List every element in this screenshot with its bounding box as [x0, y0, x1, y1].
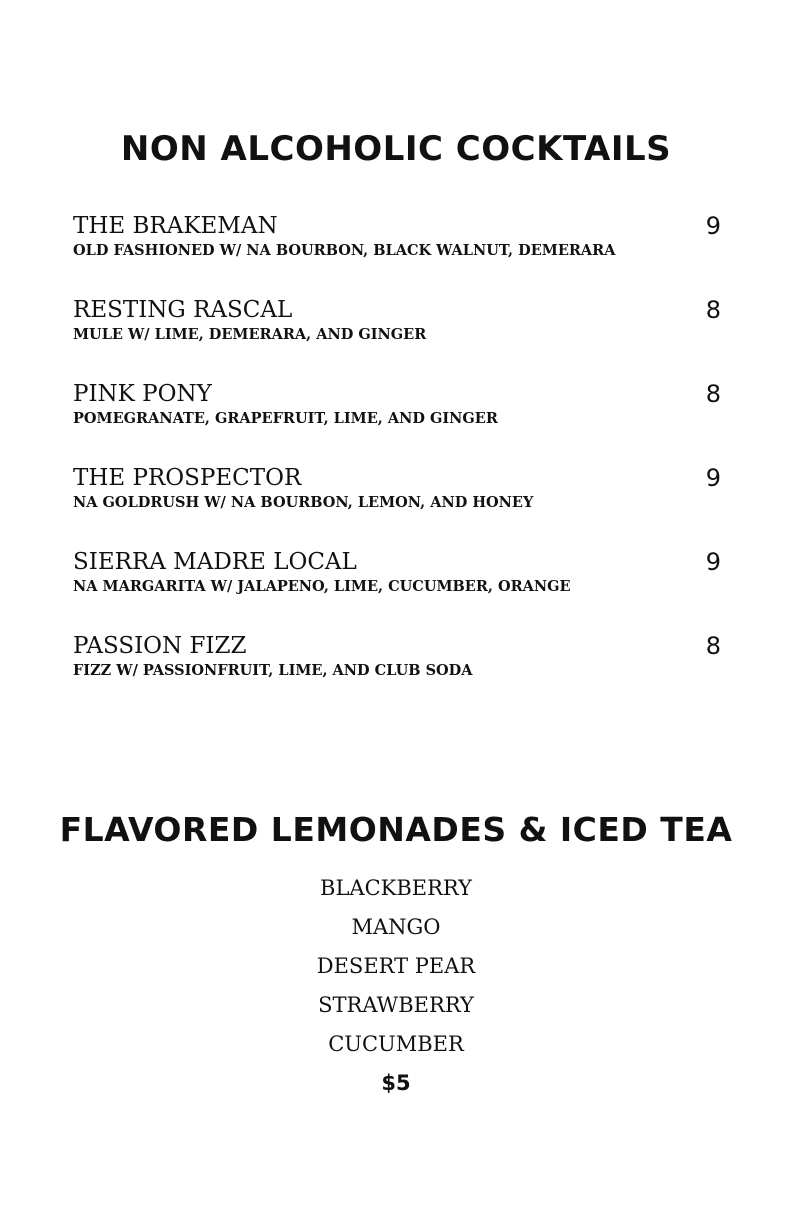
item-description: FIZZ W/ PASSIONFRUIT, LIME, AND CLUB SODA: [73, 662, 473, 679]
cocktail-list: [73, 212, 721, 716]
lemonade-price: $5: [381, 1071, 411, 1095]
menu-item: [73, 296, 721, 380]
item-description: NA MARGARITA W/ JALAPENO, LIME, CUCUMBER, ORANGE: [73, 578, 571, 595]
flavor-item: MANGO: [351, 915, 441, 939]
item-description: NA GOLDRUSH W/ NA BOURBON, LEMON, AND HONEY: [73, 494, 534, 511]
item-price: 9: [705, 212, 721, 240]
item-name: PINK PONY: [73, 381, 212, 407]
menu-item: [73, 632, 721, 716]
item-name: PASSION FIZZ: [73, 633, 247, 659]
menu-item: [73, 464, 721, 548]
item-name: THE PROSPECTOR: [73, 465, 302, 491]
item-description: POMEGRANATE, GRAPEFRUIT, LIME, AND GINGER: [73, 410, 498, 427]
flavor-item: BLACKBERRY: [320, 876, 472, 900]
item-price: 8: [705, 632, 721, 660]
flavor-item: DESERT PEAR: [316, 954, 476, 978]
item-name: THE BRAKEMAN: [73, 213, 278, 239]
item-name: RESTING RASCAL: [73, 297, 293, 323]
menu-item: [73, 212, 721, 296]
menu-item: [73, 380, 721, 464]
section-title-cocktails: NON ALCOHOLIC COCKTAILS: [120, 129, 672, 169]
item-price: 8: [705, 380, 721, 408]
menu-item: [73, 548, 721, 632]
section-title-lemonades: FLAVORED LEMONADES & ICED TEA: [59, 810, 733, 849]
item-price: 8: [705, 296, 721, 324]
flavor-item: STRAWBERRY: [318, 993, 474, 1017]
item-description: MULE W/ LIME, DEMERARA, AND GINGER: [73, 326, 427, 343]
flavor-list: [0, 869, 792, 1103]
item-price: 9: [705, 548, 721, 576]
item-description: OLD FASHIONED W/ NA BOURBON, BLACK WALNUT, DEMERARA: [73, 242, 616, 259]
item-price: 9: [705, 464, 721, 492]
item-name: SIERRA MADRE LOCAL: [73, 549, 357, 575]
flavor-item: CUCUMBER: [328, 1032, 464, 1056]
